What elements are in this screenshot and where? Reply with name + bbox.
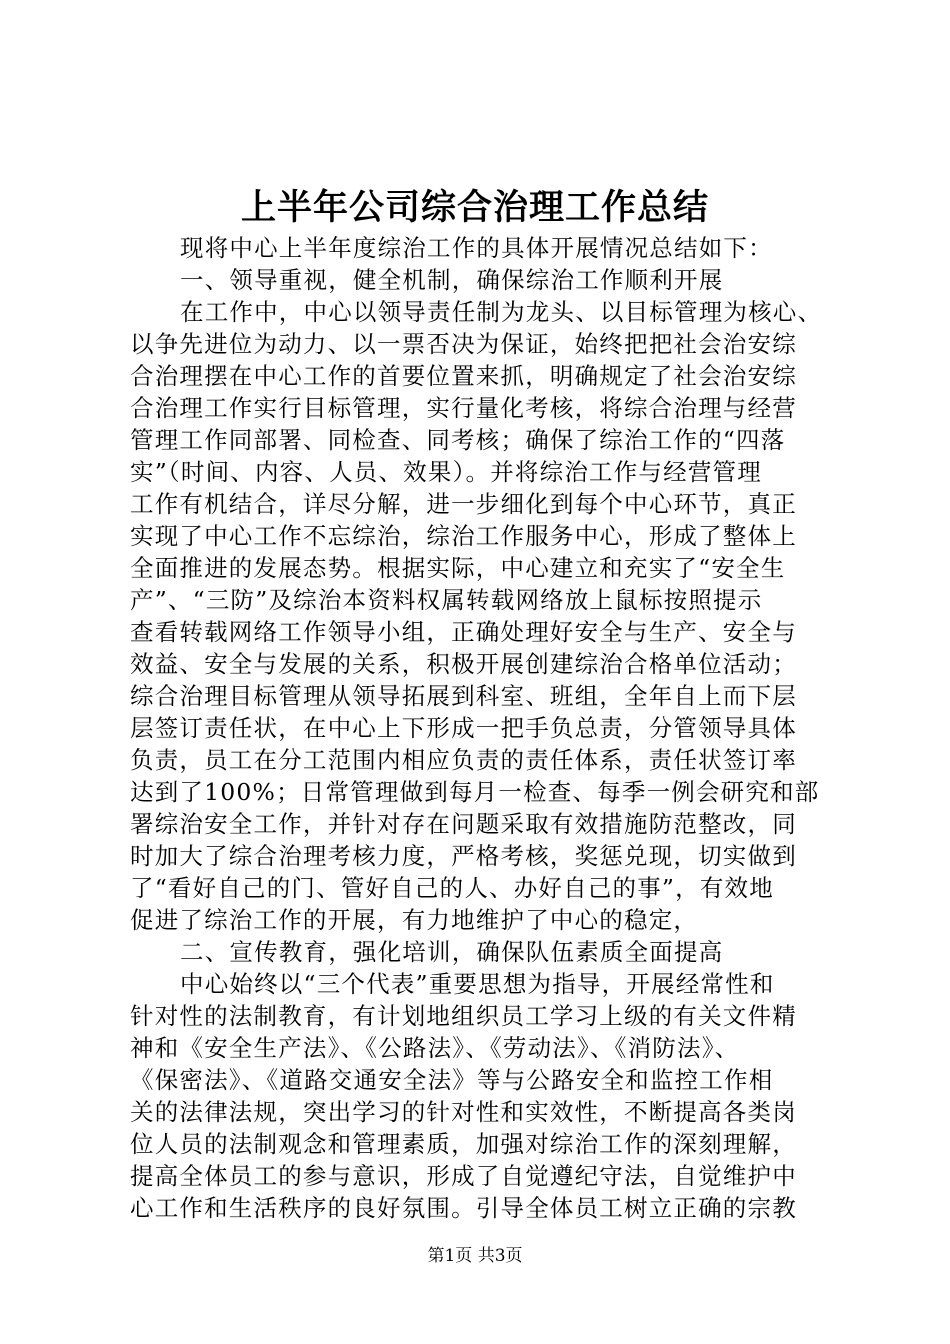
text-line: 负责，员工在分工范围内相应负责的责任体系，责任状签订率 xyxy=(130,746,797,774)
text-line: 在工作中，中心以领导责任制为龙头、以目标管理为核心、 xyxy=(180,298,823,326)
text-line: 位人员的法制观念和管理素质，加强对综治工作的深刻理解， xyxy=(130,1130,797,1158)
text-line: 关的法律法规，突出学习的针对性和实效性，不断提高各类岗 xyxy=(130,1098,797,1126)
text-line: 提高全体员工的参与意识，形成了自觉遵纪守法，自觉维护中 xyxy=(130,1162,797,1190)
text-line: 署综治安全工作，并针对存在问题采取有效措施防范整改，同 xyxy=(130,810,797,838)
page-title: 上半年公司综合治理工作总结 xyxy=(240,187,709,228)
text-line: 达到了100%；日常管理做到每月一检查、每季一例会研究和部 xyxy=(130,778,820,806)
text-line: 时加大了综合治理考核力度，严格考核，奖惩兑现，切实做到 xyxy=(130,842,797,870)
text-line: 效益、安全与发展的关系，积极开展创建综治合格单位活动； xyxy=(130,650,797,678)
page-footer: 第1页 共3页 xyxy=(427,1246,523,1266)
text-line: 促进了综治工作的开展，有力地维护了中心的稳定， xyxy=(130,906,699,934)
text-line: 以争先进位为动力、以一票否决为保证，始终把把社会治安综 xyxy=(130,330,797,358)
text-line: 神和《安全生产法》、《公路法》、《劳动法》、《消防法》、 xyxy=(130,1034,740,1062)
text-line: 《保密法》、《道路交通安全法》等与公路安全和监控工作相 xyxy=(130,1066,774,1094)
document-body xyxy=(130,232,850,1224)
text-line: 了“看好自己的门、管好自己的人、办好自己的事”，有效地 xyxy=(130,874,774,902)
text-line: 现将中心上半年度综治工作的具体开展情况总结如下： xyxy=(180,234,773,262)
text-line: 中心始终以“三个代表”重要思想为指导，开展经常性和 xyxy=(180,970,775,998)
text-line: 实现了中心工作不忘综治，综治工作服务中心，形成了整体上 xyxy=(130,522,797,550)
text-line: 一、领导重视，健全机制，确保综治工作顺利开展 xyxy=(180,266,724,294)
text-line: 查看转载网络工作领导小组，正确处理好安全与生产、安全与 xyxy=(130,618,797,646)
text-line: 全面推进的发展态势。根据实际，中心建立和充实了“安全生 xyxy=(130,554,786,582)
text-line: 二、宣传教育，强化培训，确保队伍素质全面提高 xyxy=(180,938,724,966)
text-line: 管理工作同部署、同检查、同考核；确保了综治工作的“四落 xyxy=(130,426,786,454)
text-line: 合治理摆在中心工作的首要位置来抓，明确规定了社会治安综 xyxy=(130,362,797,390)
text-line: 工作有机结合，详尽分解，进一步细化到每个中心环节，真正 xyxy=(130,490,797,518)
text-line: 合治理工作实行目标管理，实行量化考核，将综合治理与经营 xyxy=(130,394,797,422)
text-line: 针对性的法制教育，有计划地组织员工学习上级的有关文件精 xyxy=(130,1002,797,1030)
text-line: 心工作和生活秩序的良好氛围。引导全体员工树立正确的宗教 xyxy=(130,1194,797,1222)
text-line: 综合治理目标管理从领导拓展到科室、班组，全年自上而下层 xyxy=(130,682,797,710)
text-line: 层签订责任状，在中心上下形成一把手负总责，分管领导具体 xyxy=(130,714,797,742)
text-line: 实”（时间、内容、人员、效果）。并将综治工作与经营管理 xyxy=(130,458,762,486)
text-line: 产”、“三防”及综治本资料权属转载网络放上鼠标按照提示 xyxy=(130,586,763,614)
